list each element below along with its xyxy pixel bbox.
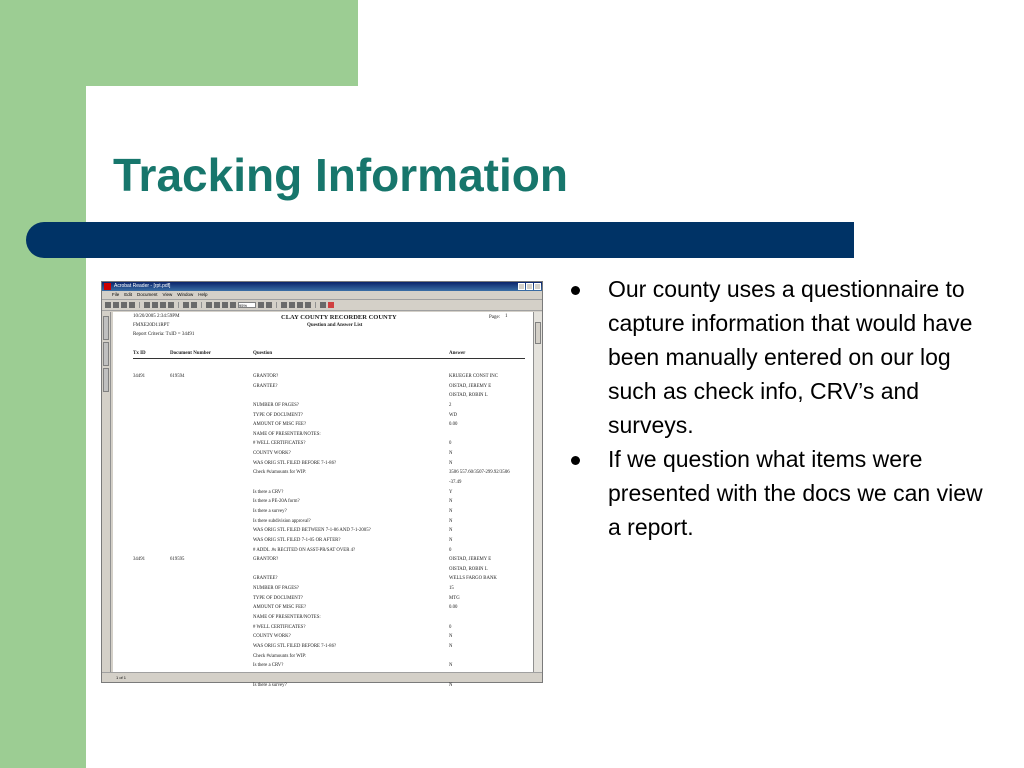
bullet-item	[571, 442, 1001, 544]
cell-answer: 0.00	[449, 422, 458, 428]
cell-question: WAS ORIG STL FILED BETWEEN 7-1-86 AND 7-1-2005?	[253, 528, 371, 534]
vertical-scrollbar[interactable]	[533, 312, 542, 673]
toolbar-divider	[315, 302, 316, 308]
cell-question: NUMBER OF PAGES?	[253, 586, 299, 592]
cell-answer: 15	[449, 586, 454, 592]
report-rows	[113, 372, 533, 690]
table-row	[113, 555, 533, 565]
cell-question: COUNTY WORK?	[253, 451, 291, 457]
cell-answer: N	[449, 537, 453, 543]
table-row	[113, 497, 533, 507]
table-row	[113, 468, 533, 478]
table-row	[113, 661, 533, 671]
cell-answer: N	[449, 528, 453, 534]
rotate-icon[interactable]	[305, 302, 311, 308]
reader-toolbar	[102, 300, 542, 311]
cell-question: COUNTY WORK?	[253, 634, 291, 640]
table-row	[113, 526, 533, 536]
cell-answer: WELLS FARGO BANK	[449, 576, 497, 582]
navigation-tabs	[102, 312, 111, 673]
print-icon[interactable]	[121, 302, 127, 308]
cell-question: Is there a survey?	[253, 508, 287, 514]
menu-document[interactable]: Document	[137, 292, 158, 297]
cell-answer: 0	[449, 624, 452, 630]
table-row	[113, 507, 533, 517]
header-rule	[133, 358, 525, 359]
open-icon[interactable]	[105, 302, 111, 308]
page-number: 1	[505, 314, 508, 319]
menu-help[interactable]: Help	[198, 292, 208, 297]
table-row	[113, 449, 533, 459]
zoom-out-icon[interactable]	[258, 302, 264, 308]
first-page-icon[interactable]	[144, 302, 150, 308]
cell-question: GRANTEE?	[253, 383, 278, 389]
cell-question: Is there a CRV?	[253, 663, 284, 669]
column-header-answer: Answer	[449, 351, 466, 356]
cell-answer: N	[449, 643, 453, 649]
table-row	[113, 372, 533, 382]
maximize-icon[interactable]	[526, 283, 533, 290]
bullet-dot-icon	[571, 286, 580, 295]
cell-answer: OISTAD, JEREMY E	[449, 557, 492, 563]
cell-answer: WD	[449, 412, 457, 418]
cell-answer: N	[449, 460, 453, 466]
acrobat-icon	[104, 283, 111, 290]
table-row	[113, 420, 533, 430]
minimize-icon[interactable]	[518, 283, 525, 290]
zoom-in-icon[interactable]	[266, 302, 272, 308]
report-id: FMXE20D11RPT	[133, 323, 170, 328]
cell-txid: 34491	[133, 557, 145, 563]
cell-question: Check #s/amounts for WIP:	[253, 653, 307, 659]
table-row	[113, 488, 533, 498]
cell-question: WAS ORIG STL FILED BEFORE 7-1-86?	[253, 460, 337, 466]
reader-title-bar	[102, 282, 542, 291]
cell-question: TYPE OF DOCUMENT?	[253, 412, 303, 418]
cell-question: GRANTOR?	[253, 557, 279, 563]
actual-size-icon[interactable]	[281, 302, 287, 308]
window-controls	[518, 283, 541, 290]
table-row	[113, 613, 533, 623]
table-row	[113, 478, 533, 488]
menu-window[interactable]: Window	[177, 292, 194, 297]
report-screenshot	[101, 281, 543, 688]
cell-question: Is there subdivision approval?	[253, 518, 311, 524]
table-row	[113, 439, 533, 449]
zoom-tool-icon[interactable]	[214, 302, 220, 308]
table-row	[113, 623, 533, 633]
cell-answer: OISTAD, JEREMY E	[449, 383, 492, 389]
toolbar-divider	[139, 302, 140, 308]
cell-question: Is there a survey?	[253, 682, 287, 688]
next-page-icon[interactable]	[160, 302, 166, 308]
bookmarks-tab[interactable]	[103, 316, 109, 340]
report-datetime: 10/20/2005 2:34:59PM	[133, 314, 180, 319]
cell-question: GRANTEE?	[253, 576, 278, 582]
table-row	[113, 546, 533, 556]
slide-title: Tracking Information	[113, 149, 568, 201]
prev-page-icon[interactable]	[152, 302, 158, 308]
table-row	[113, 430, 533, 440]
toolbar-divider	[201, 302, 202, 308]
cell-question: Check #s/amounts for WIP:	[253, 470, 307, 476]
column-header-document: Document Number	[170, 351, 211, 356]
reader-statusbar	[102, 672, 542, 682]
cell-question: # WELL CERTIFICATES?	[253, 624, 306, 630]
title-underline-bar	[26, 222, 854, 258]
bullet-dot-icon	[571, 456, 580, 465]
hand-tool-icon[interactable]	[206, 302, 212, 308]
cell-question: TYPE OF DOCUMENT?	[253, 595, 303, 601]
reader-menubar	[102, 291, 542, 300]
cell-question: NAME OF PRESENTER/NOTES:	[253, 431, 321, 437]
cell-answer: MTG	[449, 595, 460, 601]
fit-width-icon[interactable]	[297, 302, 303, 308]
table-row	[113, 536, 533, 546]
cell-question: Is there a PE-20A form?	[253, 499, 300, 505]
cell-answer: 0	[449, 441, 452, 447]
last-page-icon[interactable]	[168, 302, 174, 308]
column-header-question: Question	[253, 351, 273, 356]
cell-question: Is there a CRV?	[253, 489, 284, 495]
table-row	[113, 565, 533, 575]
close-icon[interactable]	[534, 283, 541, 290]
report-county-title: CLAY COUNTY RECORDER COUNTY	[281, 314, 397, 321]
toolbar-divider	[276, 302, 277, 308]
forward-icon[interactable]	[191, 302, 197, 308]
table-row	[113, 411, 533, 421]
adobe-logo-icon	[328, 302, 334, 308]
cell-document: 619594	[170, 374, 185, 379]
toolbar-divider	[178, 302, 179, 308]
cell-answer: N	[449, 682, 453, 688]
cell-document: 619595	[170, 557, 185, 563]
table-row	[113, 652, 533, 662]
text-select-icon[interactable]	[222, 302, 228, 308]
table-row	[113, 574, 533, 584]
table-row	[113, 642, 533, 652]
cell-question: # WELL CERTIFICATES?	[253, 441, 306, 447]
menu-edit[interactable]: Edit	[124, 292, 133, 297]
slide-accent-top	[0, 0, 358, 86]
table-row	[113, 603, 533, 613]
cell-question: WAS ORIG STL FILED BEFORE 7-1-86?	[253, 643, 337, 649]
cell-answer: Y	[449, 489, 453, 495]
zoom-level-field[interactable]: 95%	[238, 302, 256, 308]
report-subtitle: Question and Answer List	[307, 323, 363, 328]
cell-answer: OISTAD, ROBIN L	[449, 393, 488, 399]
cell-question: AMOUNT OF MISC FEE?	[253, 605, 307, 611]
report-criteria: Report Criteria: TxID = 34491	[133, 332, 195, 337]
cell-answer: N	[449, 451, 453, 457]
cell-answer: 2	[449, 402, 452, 408]
cell-answer: N	[449, 634, 453, 640]
cell-txid: 34491	[133, 374, 145, 379]
column-header-txid: Tx ID	[133, 351, 146, 356]
table-row	[113, 391, 533, 401]
page-label: Page:	[489, 315, 501, 320]
thumbnails-tab[interactable]	[103, 342, 109, 366]
cell-answer: OISTAD, ROBIN L	[449, 566, 488, 572]
menu-view[interactable]: View	[162, 292, 173, 297]
cell-answer: N	[449, 518, 453, 524]
table-row	[113, 401, 533, 411]
cell-question: NAME OF PRESENTER/NOTES:	[253, 615, 321, 621]
bullet-text: Our county uses a questionnaire to capture information that would have been manually entered on our log such as check info, CRV’s and surveys.	[608, 276, 973, 438]
cell-answer: 0.00	[449, 605, 458, 611]
cell-question: # ADDL .#s RECITED ON ASST-PR/SAT OVER 4?	[253, 547, 356, 553]
cell-question: WAS ORIG STL FILED 7-1-05 OR AFTER?	[253, 537, 341, 543]
cell-answer: N	[449, 499, 453, 505]
table-row	[113, 584, 533, 594]
table-row	[113, 632, 533, 642]
cell-question: NUMBER OF PAGES?	[253, 402, 299, 408]
cell-answer: N	[449, 663, 453, 669]
bullet-item	[571, 272, 1001, 442]
email-icon[interactable]	[129, 302, 135, 308]
search-icon[interactable]	[320, 302, 326, 308]
cell-answer: -37.49	[449, 480, 462, 486]
cell-answer: KRUEGER CONST INC	[449, 374, 498, 379]
menu-file[interactable]: File	[112, 292, 120, 297]
graphics-select-icon[interactable]	[230, 302, 236, 308]
cell-question: GRANTOR?	[253, 374, 279, 379]
slide-accent-left	[0, 0, 86, 768]
scrollbar-thumb[interactable]	[535, 322, 541, 344]
page-indicator: 1 of 1	[116, 675, 127, 680]
bullet-text: If we question what items were presented with the docs we can view a report.	[608, 446, 983, 540]
fit-page-icon[interactable]	[289, 302, 295, 308]
cell-answer: N	[449, 508, 453, 514]
table-row	[113, 517, 533, 527]
cell-question: AMOUNT OF MISC FEE?	[253, 422, 307, 428]
back-icon[interactable]	[183, 302, 189, 308]
comments-tab[interactable]	[103, 368, 109, 392]
bullet-list	[571, 272, 1001, 544]
save-icon[interactable]	[113, 302, 119, 308]
table-row	[113, 459, 533, 469]
table-row	[113, 594, 533, 604]
cell-answer: 3506 557.60/3507-299.92/3506	[449, 470, 510, 476]
cell-answer: 0	[449, 547, 452, 553]
reader-window-title: Acrobat Reader - [rpt.pdf]	[114, 283, 171, 289]
table-row	[113, 382, 533, 392]
